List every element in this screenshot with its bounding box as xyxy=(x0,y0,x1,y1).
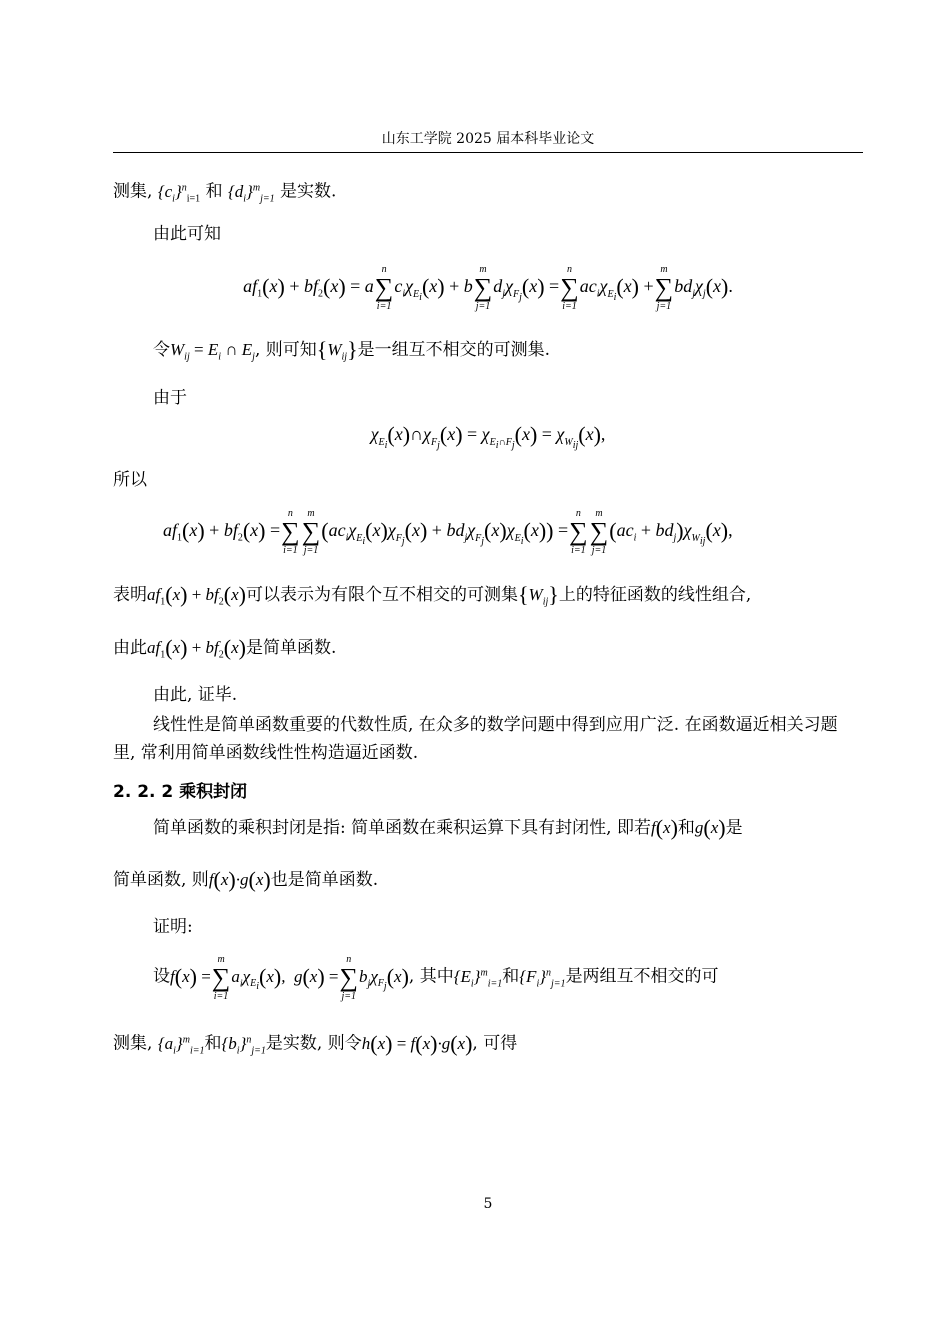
paragraph-biaoming: 表明$af_1(x) + bf_2(x)$可以表示为有限个互不相交的可测集$\{W_{ij}\}$上的特征函数的线性组合, xyxy=(113,582,752,608)
running-header: 山东工学院 2025 届本科毕业论文 xyxy=(381,131,595,147)
intro-line: 测集, $\{c_i\}^n_{i=1}$ 和 $\{d_i\}^m_{j=1}$ 是实数. xyxy=(113,181,337,205)
equation-double-sum: $af_1(x) + bf_2(x) =n$ ∑ i=1m ∑ $j=1(ac_i\chi_{E_i}(x)\chi_{F_j}(x) + bd_j\chi_{F_j}(x)\chi_{E_i}(x)) =n$ ∑ i=1m ∑ $j=1(ac_i + bd_j)\chi_{W_{ij}}(x)$, xyxy=(163,507,733,556)
paragraph-suoyi: 所以 xyxy=(113,470,147,490)
paragraph-zhengbi: 由此, 证毕. xyxy=(153,685,238,705)
section-heading: 2. 2. 2 乘积封闭 xyxy=(113,782,248,802)
paragraph-proof: 证明: xyxy=(153,917,193,937)
paragraph-linearity: 线性性是简单函数重要的代数性质, 在众多的数学问题中得到应用广泛. 在函数逼近相关习题里, 常利用简单函数线性性构造逼近函数. xyxy=(113,715,838,763)
paragraph-she: 设f(x) =m ∑ $i=1a_i\chi_{E_i}(x)$, g(x) =n ∑ $j=1b_j\chi_{F_j}(x)$, 其中$\{E_i\}^m_{i=1}$和$\{F_i\}^n_{j=1}$是两组互不相交的可 xyxy=(153,953,719,1002)
paragraph-last: 测集, $\{a_i\}^m_{i=1}$和$\{b_i\}^n_{j=1}$是实数, 则令h(x) = f(x)·g(x), 可得 xyxy=(113,1030,518,1057)
paragraph-definition-2: 简单函数, 则f(x)·g(x)也是简单函数. xyxy=(113,867,379,892)
paragraph-ling: 令$W_{ij} = E_i$ ∩ $E_j$, 则可知$\{W_{ij}\}$是一组互不相交的可测集. xyxy=(153,337,551,363)
paragraph-definition: 简单函数的乘积封闭是指: 简单函数在乘积运算下具有封闭性, 即若f(x)和g(x)是 xyxy=(153,815,743,840)
paragraph-youci-simple: 由此$af_1(x) + bf_2(x)$是简单函数. xyxy=(113,635,337,661)
page-number: 5 xyxy=(483,1196,493,1212)
equation-intersection: $\chi_{E_i}(x)\cap\chi_{F_j}(x) = \chi_{E_i\cap F_j}(x) = \chi_{W_{ij}}(x)$, xyxy=(370,422,606,451)
equation-linear-combination: $af_1(x) + bf_2(x)$ = an ∑ $i=1c_i\chi_{E_i}(x)$ + bm ∑ $j=1d_j\chi_{F_j}(x) =n$ ∑ $i=1ac_i\chi_{E_i}(x) +m$ ∑ $j=1bd_j\chi_j(x)$. xyxy=(243,263,733,312)
paragraph-youci: 由此可知 xyxy=(153,224,221,244)
header-rule xyxy=(113,152,863,153)
paragraph-youyu: 由于 xyxy=(153,388,187,408)
